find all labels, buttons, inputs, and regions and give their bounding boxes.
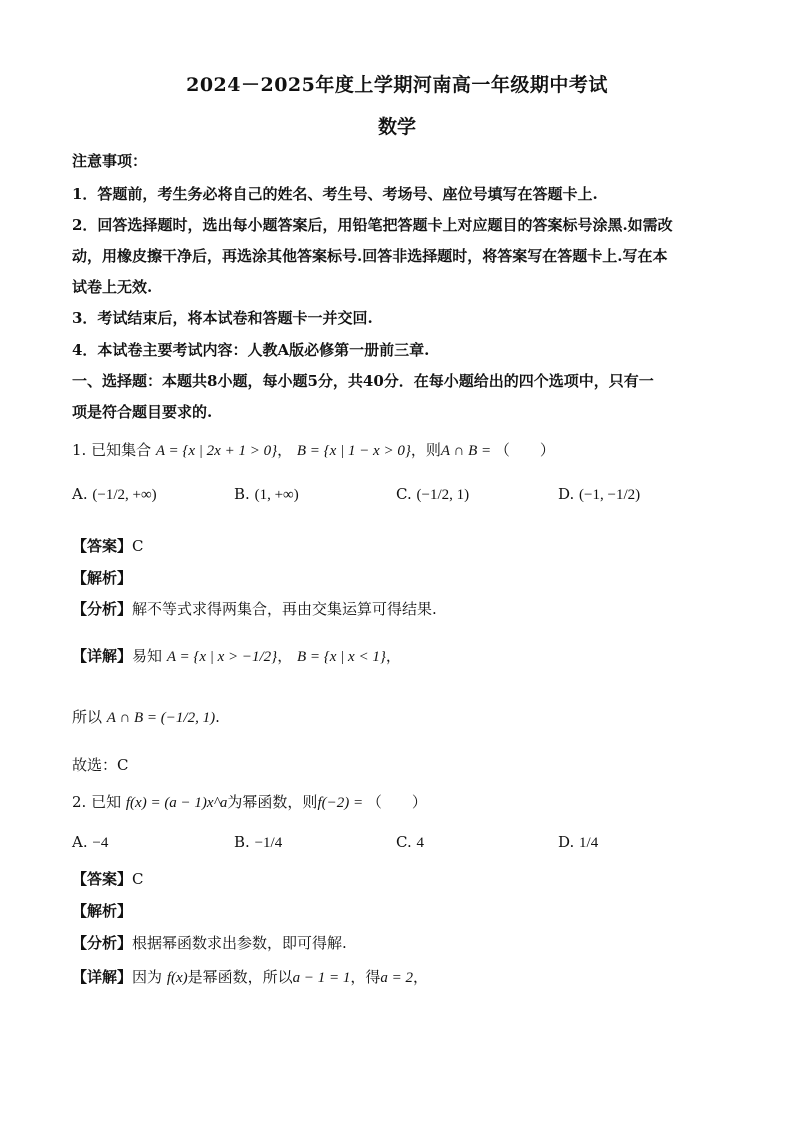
q1-option-a-value: (−1/2, +∞)	[92, 487, 157, 503]
q1-expr: A ∩ B =	[440, 443, 495, 459]
q1-paren: （ ）	[494, 441, 555, 459]
q2-option-d-label: D.	[558, 833, 575, 851]
q1-option-d	[558, 485, 640, 504]
q2-stem	[72, 791, 732, 812]
q1-xiangjie-tag: 【详解】	[72, 647, 133, 665]
q1-answer-value: C	[132, 537, 144, 555]
q1-analysis-tag: 【解析】	[72, 569, 133, 587]
q1-option-d-label: D.	[558, 485, 575, 503]
q1-option-c-label: C.	[396, 485, 412, 503]
q2-paren: （ ）	[366, 793, 427, 811]
q2-option-d	[558, 833, 598, 852]
note-4: 4．本试卷主要考试内容：人教A版必修第一册前三章.	[72, 341, 430, 359]
note-2-line3: 试卷上无效.	[72, 278, 153, 296]
q2-fenxi	[72, 932, 732, 953]
q2-xiangjie-eq1: a − 1 = 1	[292, 970, 351, 986]
q1-guxuan: 故选：C	[72, 756, 129, 774]
q1-suoyi: 所以 A ∩ B = (−1/2, 1).	[72, 708, 220, 726]
q2-xiangjie-d: ，	[413, 968, 429, 986]
q2-mid: 为幂函数，则	[227, 793, 318, 811]
q2-option-d-value: 1/4	[579, 835, 599, 851]
q1-option-d-value: (−1, −1/2)	[579, 487, 641, 503]
q1-suoyi-expr: A ∩ B = (−1/2, 1)	[106, 710, 216, 726]
q2-xiangjie	[72, 966, 732, 987]
q2-fenxi-text: 根据幂函数求出参数，即可得解.	[132, 934, 347, 952]
q1-option-c-value: (−1/2, 1)	[416, 487, 470, 503]
q1-option-b-value: (1, +∞)	[254, 487, 299, 503]
q2-answer-value: C	[132, 870, 144, 888]
q1-fenxi-text: 解不等式求得两集合，再由交集运算可得结果.	[132, 600, 437, 618]
note-2-line1: 2．回答选择题时，选出每小题答案后，用铅笔把答题卡上对应题目的答案标号涂黑.如需改	[72, 216, 673, 234]
q2-xiangjie-eq2: a = 2	[380, 970, 414, 986]
q2-option-b	[234, 833, 282, 852]
q1-xiangjie-setA: A = {x | x > −1/2}	[166, 649, 278, 665]
q2-expr: f(−2) =	[317, 795, 367, 811]
q2-option-c-label: C.	[396, 833, 412, 851]
q1-option-a	[72, 485, 157, 504]
q1-option-a-label: A.	[72, 485, 88, 503]
notes-heading: 注意事项：	[72, 152, 148, 170]
q1-option-c	[396, 485, 469, 504]
q1-setA: A = {x | 2x + 1 > 0}	[155, 443, 278, 459]
q1-setB: B = {x | 1 − x > 0}	[296, 443, 411, 459]
q2-xiangjie-c: ，得	[350, 968, 381, 986]
q2-option-b-label: B.	[234, 833, 250, 851]
q2-analysis-tag: 【解析】	[72, 902, 133, 920]
q1-suoyi-label: 所以	[72, 708, 103, 726]
q2-option-a-value: −4	[92, 835, 109, 851]
section1-line2: 项是符合题目要求的.	[72, 403, 213, 421]
note-3: 3．考试结束后，将本试卷和答题卡一并交回.	[72, 309, 373, 327]
q1-answer	[72, 535, 732, 556]
q2-option-c-value: 4	[416, 835, 424, 851]
q1-xiangjie-setB: B = {x | x < 1}	[296, 649, 386, 665]
q2-xiangjie-tag: 【详解】	[72, 968, 133, 986]
q2-answer-tag: 【答案】	[72, 870, 133, 888]
q1-ask: ，则	[410, 441, 441, 459]
q1-prefix: 1. 已知集合	[72, 441, 152, 459]
q1-stem	[72, 439, 732, 460]
q1-fenxi	[72, 598, 732, 619]
exam-subject: 数学	[377, 116, 416, 138]
section1-line1: 一、选择题：本题共8小题，每小题5分，共40分．在每小题给出的四个选项中，只有一	[72, 372, 654, 390]
q2-option-a-label: A.	[72, 833, 88, 851]
q2-xiangjie-b: 是幂函数，所以	[187, 968, 293, 986]
exam-title: 2024－2025年度上学期河南高一年级期中考试	[186, 74, 608, 96]
q1-answer-tag: 【答案】	[72, 537, 133, 555]
q1-fenxi-tag: 【分析】	[72, 600, 133, 618]
q2-option-c	[396, 833, 424, 852]
q2-func: f(x) = (a − 1)x^a	[125, 795, 228, 811]
note-1: 1．答题前，考生务必将自己的姓名、考生号、考场号、座位号填写在答题卡上.	[72, 185, 598, 203]
q2-answer	[72, 868, 732, 889]
q1-option-b	[234, 485, 299, 504]
q2-option-a	[72, 833, 108, 852]
q2-xiangjie-a: 因为	[132, 968, 163, 986]
q2-fenxi-tag: 【分析】	[72, 934, 133, 952]
q1-comma: ，	[277, 441, 293, 459]
q1-xiangjie: 【详解】易知 A = {x | x > −1/2}， B = {x | x < 1}，	[72, 647, 401, 665]
q2-prefix: 2. 已知	[72, 793, 122, 811]
q2-xiangjie-f: f(x)	[166, 970, 188, 986]
q1-xiangjie-pre: 易知	[132, 647, 163, 665]
note-2-line2: 动，用橡皮擦干净后，再选涂其他答案标号.回答非选择题时，将答案写在答题卡上.写在本	[72, 247, 668, 265]
q1-option-b-label: B.	[234, 485, 250, 503]
q2-option-b-value: −1/4	[254, 835, 283, 851]
